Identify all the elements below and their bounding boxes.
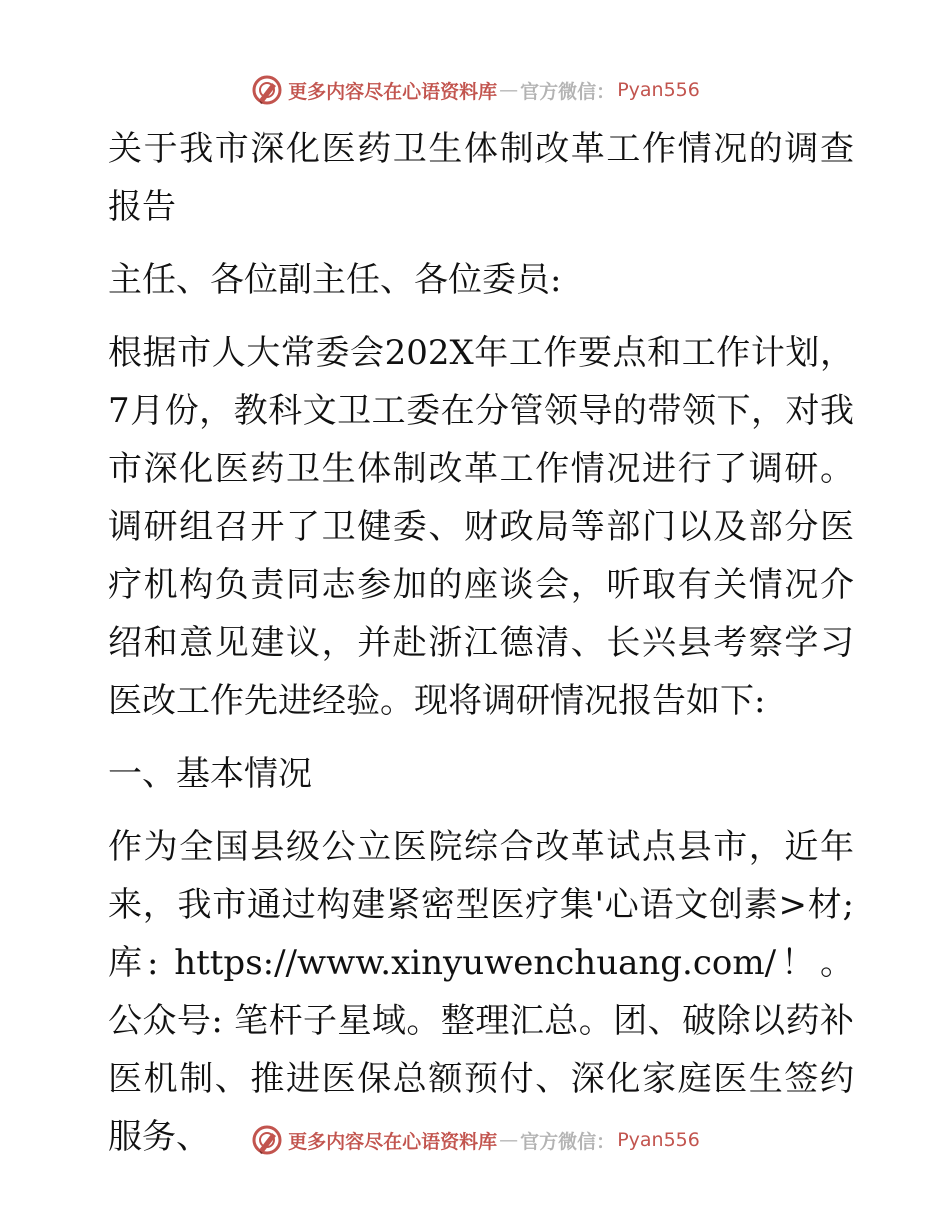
document-title: 关于我市深化医药卫生体制改革工作情况的调查报告 <box>108 129 854 227</box>
section-paragraph: 作为全国县级公立医院综合改革试点县市，近年来，我市通过构建紧密型医疗集'心语文创素>材;库: https://www.xinyuwenchuang.com/！。公众号: 笔杆子星域。整理汇总。团、破除以药补医机制、推进医保总额预付、深化家庭医生签约服务、 <box>108 827 854 1157</box>
document-body <box>98 120 854 1181</box>
header-wechat-id: Pyan556 <box>617 79 700 101</box>
header-wechat-label: 官方微信： <box>520 80 616 103</box>
footer-wechat-label: 官方微信： <box>520 1130 616 1153</box>
pen-logo-icon <box>250 1123 284 1157</box>
footer-wechat-id: Pyan556 <box>617 1129 700 1151</box>
footer-site-name: 更多内容尽在心语资料库 <box>288 1130 498 1153</box>
header-site-name: 更多内容尽在心语资料库 <box>288 80 498 103</box>
footer-banner <box>0 1120 950 1160</box>
header-banner <box>0 70 950 110</box>
footer-separator: — <box>499 1129 519 1151</box>
intro-paragraph: 根据市人大常委会202X年工作要点和工作计划，7月份，教科文卫工委在分管领导的带领下，对我市深化医药卫生体制改革工作情况进行了调研。调研组召开了卫健委、财政局等部门以及部分医疗机构负责同志参加的座谈会，听取有关情况介绍和意见建议，并赴浙江德清、长兴县考察学习医改工作先进经验。现将调研情况报告如下: <box>108 333 854 721</box>
header-separator: — <box>499 79 519 101</box>
pen-logo-icon <box>250 73 284 107</box>
section-heading: 一、基本情况 <box>108 754 312 794</box>
salutation: 主任、各位副主任、各位委员: <box>108 260 562 300</box>
